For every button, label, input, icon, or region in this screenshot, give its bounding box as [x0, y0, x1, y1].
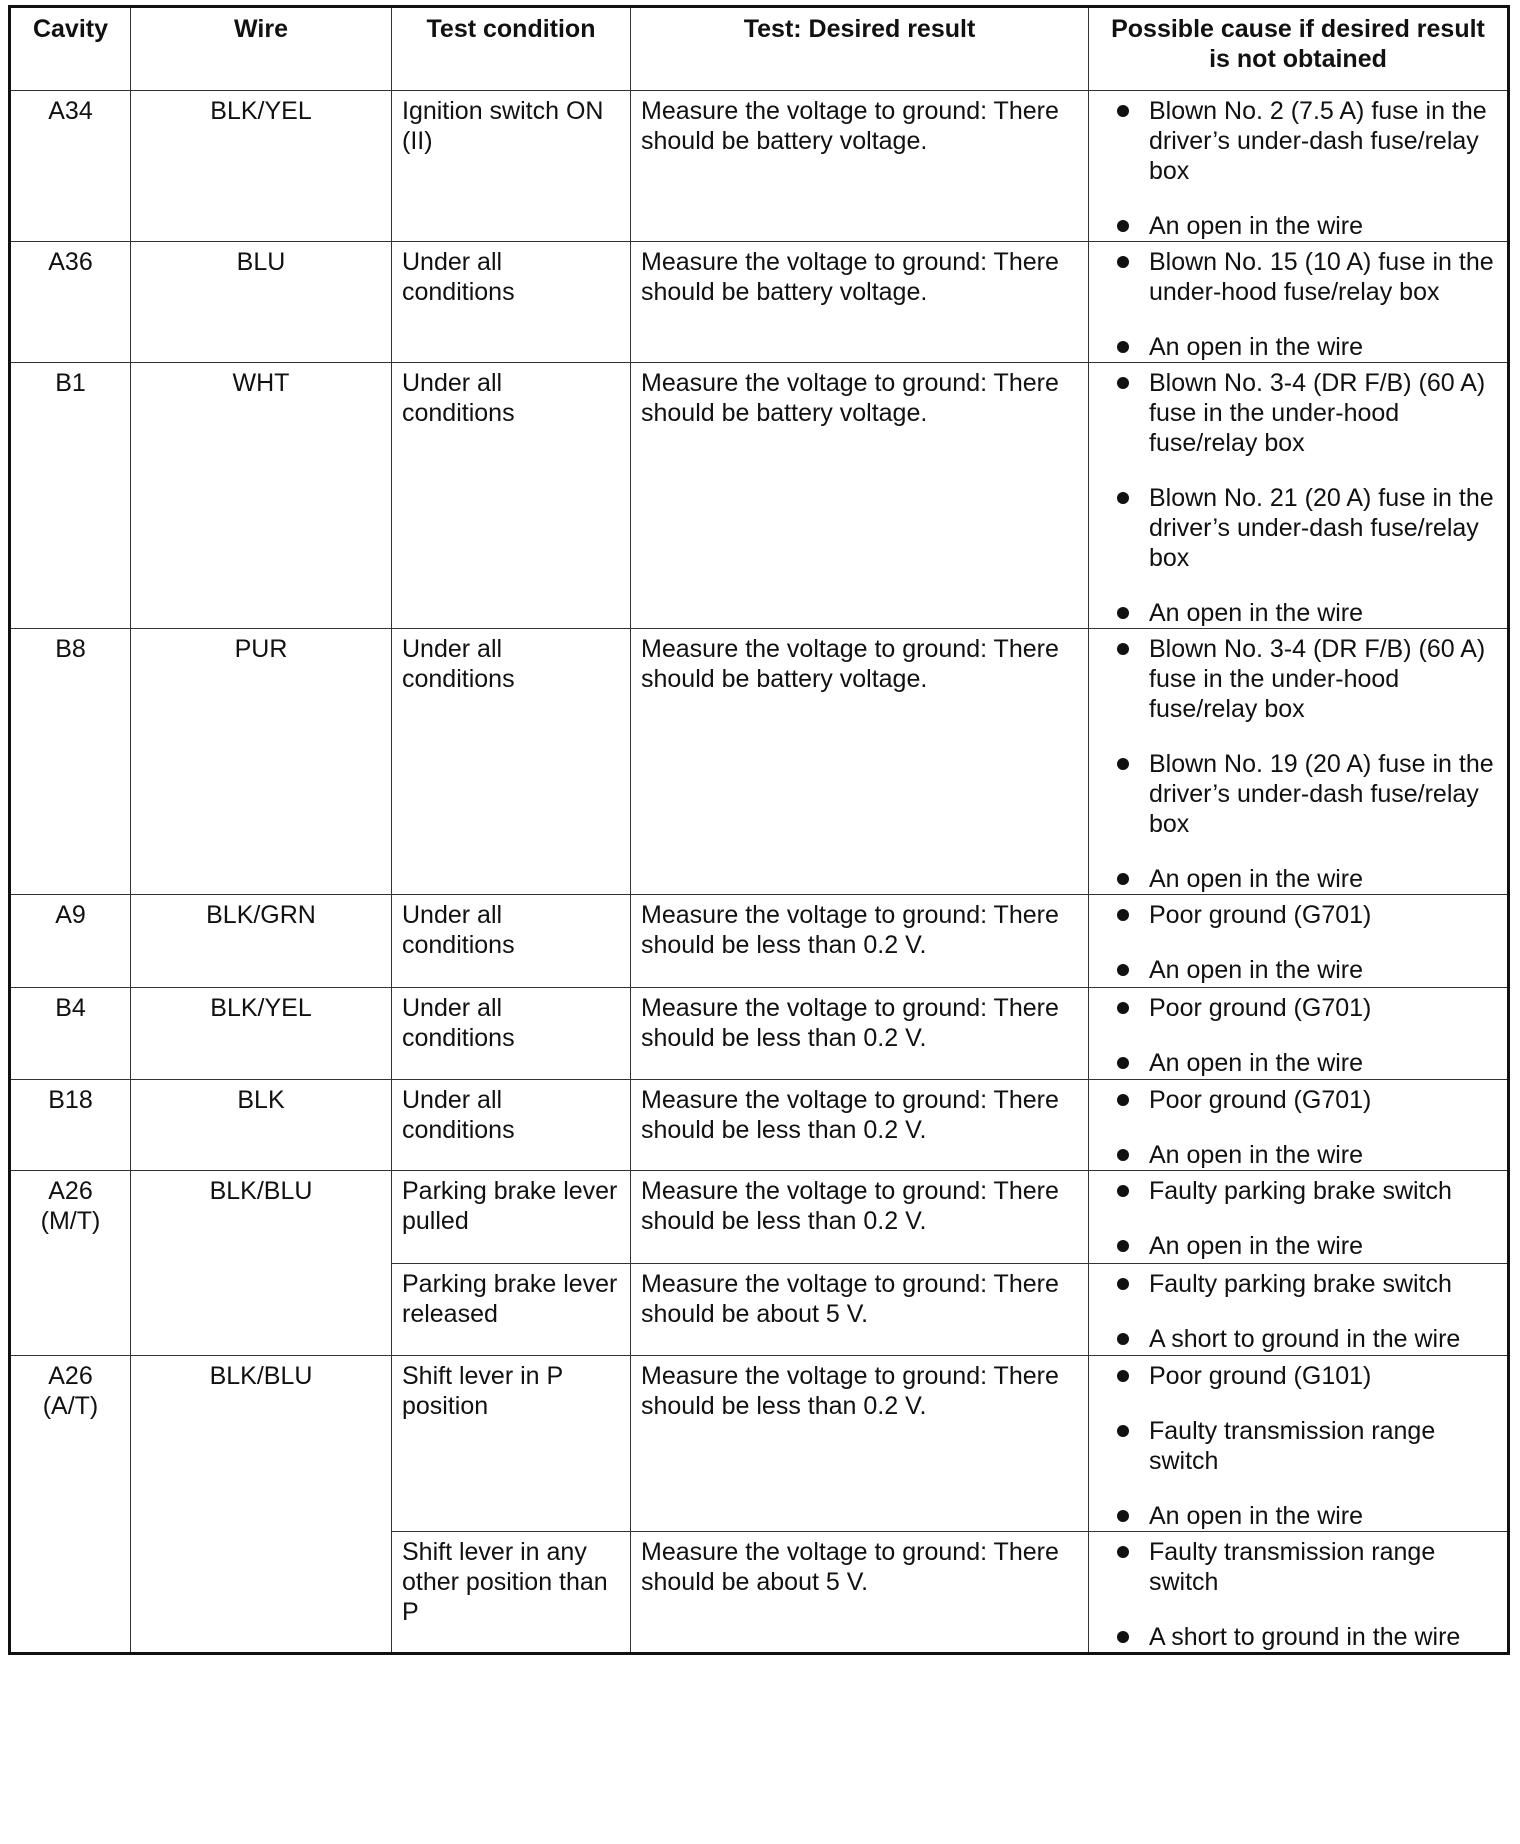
bullet-icon — [1117, 1631, 1129, 1643]
cause-list — [1117, 1361, 1501, 1531]
desired-result-cell: Measure the voltage to ground: There should be battery voltage. — [631, 363, 1089, 629]
bullet-icon — [1117, 1094, 1129, 1106]
possible-cause-cell — [1089, 363, 1509, 629]
cause-list — [1117, 96, 1501, 241]
bullet-icon — [1117, 256, 1129, 268]
cause-text: A short to ground in the wire — [1149, 1623, 1461, 1651]
header-cavity: Cavity — [10, 7, 131, 91]
cause-list — [1117, 1085, 1501, 1170]
cause-list — [1117, 993, 1501, 1078]
table-row — [10, 363, 1509, 629]
cause-list — [1117, 368, 1501, 628]
bullet-icon — [1117, 964, 1129, 976]
table-row — [10, 895, 1509, 988]
cause-item — [1117, 1537, 1501, 1597]
cause-text: Blown No. 3-4 (DR F/B) (60 A) fuse in the under-hood fuse/relay box — [1149, 369, 1486, 457]
cause-item — [1117, 1416, 1501, 1476]
possible-cause-cell — [1089, 988, 1509, 1080]
terminal-test-table — [8, 5, 1510, 1655]
table-row — [10, 1356, 1509, 1532]
cause-item — [1117, 96, 1501, 186]
bullet-icon — [1117, 758, 1129, 770]
cause-item — [1117, 483, 1501, 573]
cause-text: An open in the wire — [1149, 1049, 1364, 1077]
bullet-icon — [1117, 105, 1129, 117]
bullet-icon — [1117, 341, 1129, 353]
cause-list — [1117, 634, 1501, 894]
cavity-cell — [10, 895, 131, 988]
cause-text: Poor ground (G701) — [1149, 994, 1372, 1022]
cause-text: Faulty transmission range switch — [1149, 1538, 1436, 1596]
cause-list — [1117, 1176, 1501, 1261]
cavity-cell — [10, 629, 131, 895]
cavity-label: A9 — [55, 901, 86, 929]
wire-color-cell: BLK/GRN — [131, 895, 392, 988]
cause-text: Poor ground (G701) — [1149, 1086, 1372, 1114]
header-wire: Wire — [131, 7, 392, 91]
cavity-label: B1 — [55, 369, 86, 397]
wire-color-cell: BLK/YEL — [131, 91, 392, 242]
desired-result-cell: Measure the voltage to ground: There should be about 5 V. — [631, 1264, 1089, 1356]
cause-item — [1117, 955, 1501, 985]
desired-result-cell: Measure the voltage to ground: There should be about 5 V. — [631, 1532, 1089, 1654]
desired-result-cell: Measure the voltage to ground: There should be less than 0.2 V. — [631, 1080, 1089, 1171]
cause-item — [1117, 598, 1501, 628]
table-row — [10, 629, 1509, 895]
wire-color-cell: WHT — [131, 363, 392, 629]
cause-text: Blown No. 2 (7.5 A) fuse in the driver’s under-dash fuse/relay box — [1149, 97, 1487, 185]
bullet-icon — [1117, 1510, 1129, 1522]
cause-item — [1117, 247, 1501, 307]
header-desired-result: Test: Desired result — [631, 7, 1089, 91]
cause-list — [1117, 247, 1501, 362]
cause-item — [1117, 1269, 1501, 1299]
desired-result-cell: Measure the voltage to ground: There should be less than 0.2 V. — [631, 895, 1089, 988]
cause-text: An open in the wire — [1149, 599, 1364, 627]
cavity-label: B8 — [55, 635, 86, 663]
test-condition-cell: Parking brake lever pulled — [392, 1171, 631, 1264]
wire-color-cell: BLK/BLU — [131, 1171, 392, 1356]
desired-result-cell: Measure the voltage to ground: There should be less than 0.2 V. — [631, 1171, 1089, 1264]
cavity-label: A34 — [48, 97, 93, 125]
cause-item — [1117, 864, 1501, 894]
table-row — [10, 1080, 1509, 1171]
cause-item — [1117, 1231, 1501, 1261]
cavity-cell — [10, 988, 131, 1080]
test-condition-cell: Under all conditions — [392, 242, 631, 363]
cavity-cell — [10, 242, 131, 363]
desired-result-cell: Measure the voltage to ground: There should be less than 0.2 V. — [631, 1356, 1089, 1532]
cause-item — [1117, 1622, 1501, 1652]
test-condition-cell: Under all conditions — [392, 629, 631, 895]
cause-item — [1117, 1140, 1501, 1170]
cause-item — [1117, 749, 1501, 839]
cavity-label: A36 — [48, 248, 93, 276]
cause-text: An open in the wire — [1149, 333, 1364, 361]
cause-text: Blown No. 15 (10 A) fuse in the under-hood fuse/relay box — [1149, 248, 1494, 306]
table-row — [10, 1171, 1509, 1264]
header-row — [10, 7, 1509, 91]
wire-color-cell: PUR — [131, 629, 392, 895]
test-condition-cell: Shift lever in any other position than P — [392, 1532, 631, 1654]
bullet-icon — [1117, 1278, 1129, 1290]
possible-cause-cell — [1089, 1080, 1509, 1171]
possible-cause-cell — [1089, 242, 1509, 363]
possible-cause-cell — [1089, 1532, 1509, 1654]
test-condition-cell: Under all conditions — [392, 895, 631, 988]
bullet-icon — [1117, 1425, 1129, 1437]
possible-cause-cell — [1089, 1356, 1509, 1532]
cause-item — [1117, 634, 1501, 724]
test-condition-cell: Under all conditions — [392, 363, 631, 629]
cavity-label: A26 — [48, 1362, 93, 1390]
cause-list — [1117, 900, 1501, 985]
cause-list — [1117, 1269, 1501, 1354]
cause-text: Faulty parking brake switch — [1149, 1270, 1452, 1298]
cause-text: Blown No. 21 (20 A) fuse in the driver’s under-dash fuse/relay box — [1149, 484, 1494, 572]
desired-result-cell: Measure the voltage to ground: There should be battery voltage. — [631, 242, 1089, 363]
cavity-label: B18 — [48, 1086, 93, 1114]
cause-text: Faulty parking brake switch — [1149, 1177, 1452, 1205]
cavity-label: B4 — [55, 994, 86, 1022]
cause-item — [1117, 1361, 1501, 1391]
cause-item — [1117, 1048, 1501, 1078]
cavity-cell — [10, 1080, 131, 1171]
header-possible-cause: Possible cause if desired result is not obtained — [1089, 7, 1509, 91]
table-row — [10, 242, 1509, 363]
bullet-icon — [1117, 643, 1129, 655]
cause-text: Faulty transmission range switch — [1149, 1417, 1436, 1475]
cause-item — [1117, 1176, 1501, 1206]
cause-text: Poor ground (G701) — [1149, 901, 1372, 929]
bullet-icon — [1117, 909, 1129, 921]
bullet-icon — [1117, 220, 1129, 232]
test-condition-cell: Shift lever in P position — [392, 1356, 631, 1532]
bullet-icon — [1117, 607, 1129, 619]
possible-cause-cell — [1089, 629, 1509, 895]
cause-text: An open in the wire — [1149, 212, 1364, 240]
test-condition-cell: Parking brake lever released — [392, 1264, 631, 1356]
cavity-cell — [10, 1171, 131, 1356]
cause-text: Blown No. 3-4 (DR F/B) (60 A) fuse in the under-hood fuse/relay box — [1149, 635, 1486, 723]
possible-cause-cell — [1089, 91, 1509, 242]
possible-cause-cell — [1089, 1264, 1509, 1356]
possible-cause-cell — [1089, 1171, 1509, 1264]
cause-text: An open in the wire — [1149, 1502, 1364, 1530]
bullet-icon — [1117, 1333, 1129, 1345]
cavity-label: A26 — [48, 1177, 93, 1205]
bullet-icon — [1117, 492, 1129, 504]
cause-item — [1117, 993, 1501, 1023]
bullet-icon — [1117, 377, 1129, 389]
table-row — [10, 988, 1509, 1080]
bullet-icon — [1117, 873, 1129, 885]
cavity-cell — [10, 363, 131, 629]
cause-item — [1117, 900, 1501, 930]
cause-item — [1117, 368, 1501, 458]
wire-color-cell: BLU — [131, 242, 392, 363]
cavity-cell — [10, 91, 131, 242]
table-body — [10, 91, 1509, 1654]
cause-text: A short to ground in the wire — [1149, 1325, 1461, 1353]
desired-result-cell: Measure the voltage to ground: There should be less than 0.2 V. — [631, 988, 1089, 1080]
cause-list — [1117, 1537, 1501, 1652]
bullet-icon — [1117, 1546, 1129, 1558]
cause-item — [1117, 1085, 1501, 1115]
wire-color-cell: BLK/BLU — [131, 1356, 392, 1654]
bullet-icon — [1117, 1240, 1129, 1252]
wire-color-cell: BLK/YEL — [131, 988, 392, 1080]
bullet-icon — [1117, 1002, 1129, 1014]
bullet-icon — [1117, 1185, 1129, 1197]
cavity-label: (A/T) — [42, 1392, 99, 1420]
desired-result-cell: Measure the voltage to ground: There should be battery voltage. — [631, 91, 1089, 242]
table-header — [10, 7, 1509, 91]
bullet-icon — [1117, 1149, 1129, 1161]
bullet-icon — [1117, 1370, 1129, 1382]
cause-item — [1117, 211, 1501, 241]
cavity-cell — [10, 1356, 131, 1654]
cause-text: An open in the wire — [1149, 865, 1364, 893]
cause-text: An open in the wire — [1149, 956, 1364, 984]
desired-result-cell: Measure the voltage to ground: There should be battery voltage. — [631, 629, 1089, 895]
header-test-condition: Test condition — [392, 7, 631, 91]
test-condition-cell: Ignition switch ON (II) — [392, 91, 631, 242]
cause-text: An open in the wire — [1149, 1141, 1364, 1169]
cause-item — [1117, 332, 1501, 362]
test-condition-cell: Under all conditions — [392, 1080, 631, 1171]
possible-cause-cell — [1089, 895, 1509, 988]
cause-text: An open in the wire — [1149, 1232, 1364, 1260]
test-condition-cell: Under all conditions — [392, 988, 631, 1080]
cause-item — [1117, 1501, 1501, 1531]
cavity-label: (M/T) — [40, 1207, 101, 1235]
bullet-icon — [1117, 1057, 1129, 1069]
cause-text: Poor ground (G101) — [1149, 1362, 1372, 1390]
table-row — [10, 91, 1509, 242]
wire-color-cell: BLK — [131, 1080, 392, 1171]
cause-item — [1117, 1324, 1501, 1354]
cause-text: Blown No. 19 (20 A) fuse in the driver’s under-dash fuse/relay box — [1149, 750, 1494, 838]
